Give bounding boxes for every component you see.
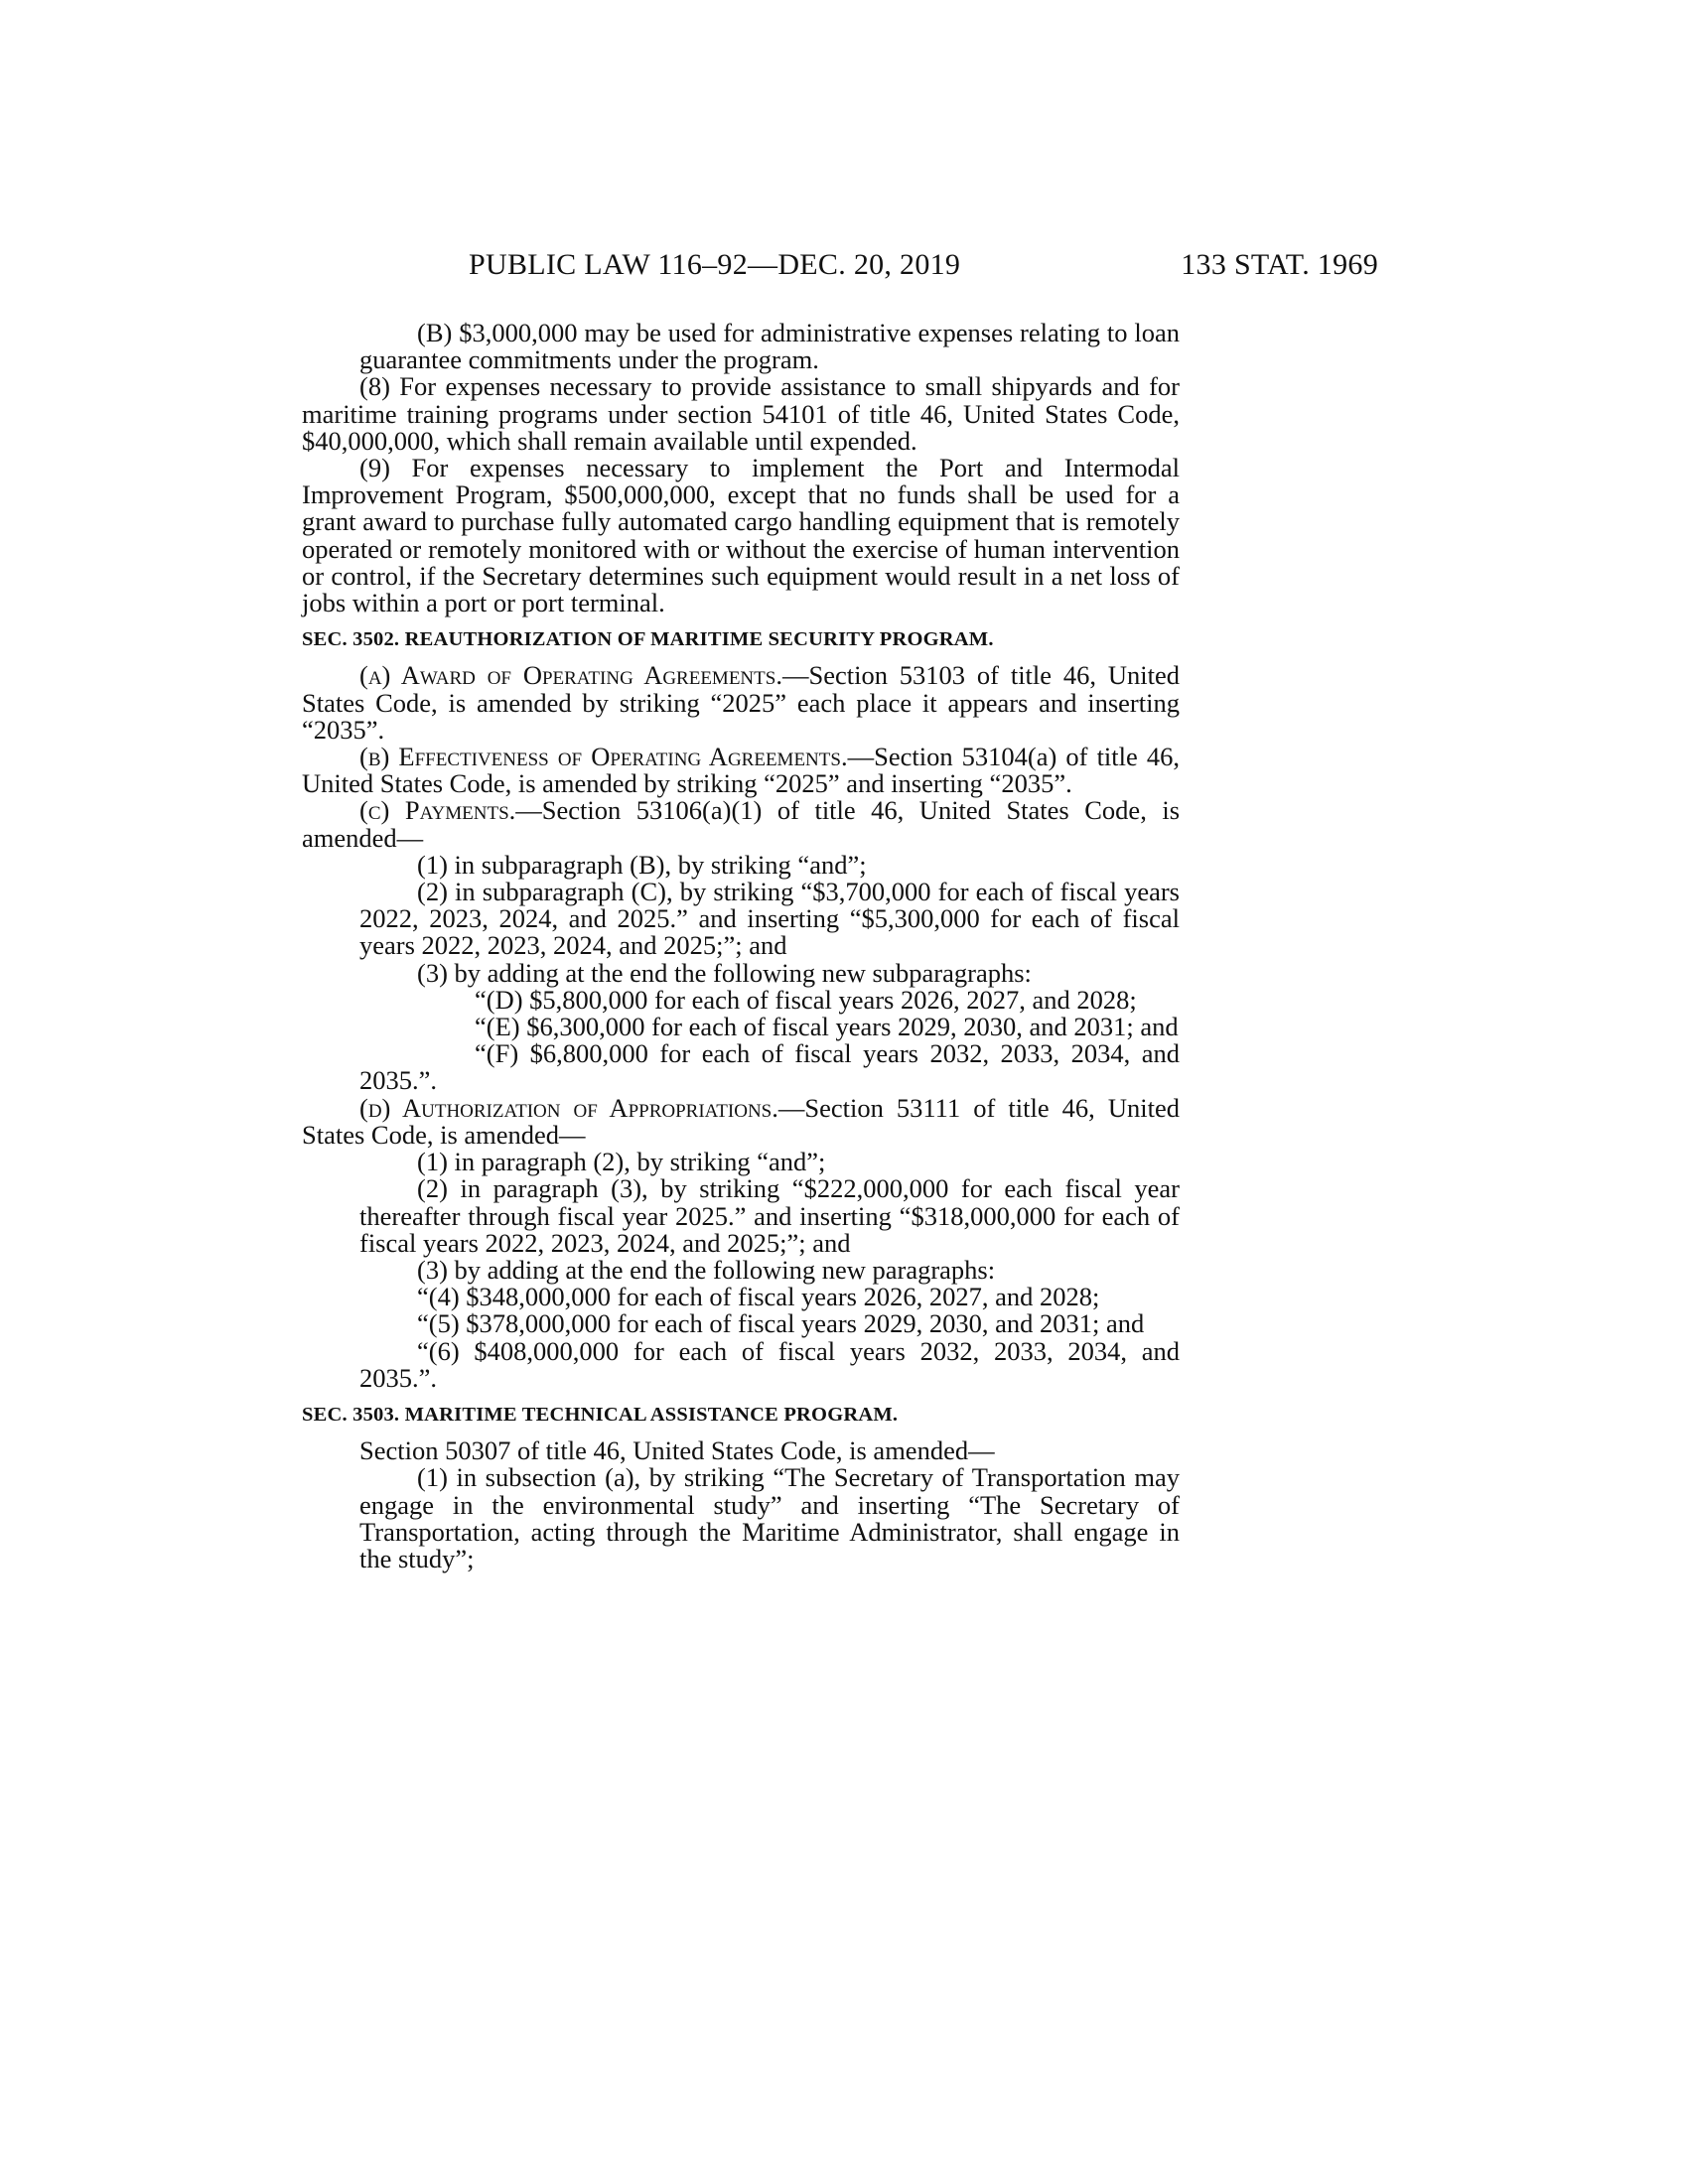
- subsection-c-label: (c) Payments.: [359, 795, 516, 826]
- running-header-title: PUBLIC LAW 116–92—DEC. 20, 2019: [469, 248, 961, 281]
- subparagraph-d: “(D) $5,800,000 for each of fiscal years 2026, 2027, and 2028;: [475, 984, 1137, 1015]
- subsection-d-item-3: (3) by adding at the end the following new paragraphs:: [417, 1254, 996, 1285]
- subsection-a-label: (a) Award of Operating Agreements.: [359, 660, 782, 691]
- document-body: [302, 320, 1180, 1572]
- paragraph-7b: (B) $3,000,000 may be used for administrative expenses relating to loan guarantee commitments under the program.: [359, 318, 1180, 375]
- section-3502-heading: [302, 616, 1180, 662]
- section-3502-c: [302, 797, 1180, 851]
- subsection-b-text: —Section 53104(a) of title 46, United States Code, is amended by striking “2025” and inserting “2035”.: [302, 742, 1180, 799]
- paragraph-4-insert: “(4) $348,000,000 for each of fiscal years 2026, 2027, and 2028;: [417, 1282, 1100, 1312]
- subparagraph-f: “(F) $6,800,000 for each of fiscal years 2032, 2033, 2034, and 2035.”.: [359, 1038, 1180, 1096]
- section-3502-d: [302, 1092, 1180, 1150]
- subsection-c-item-1: (1) in subparagraph (B), by striking “and”;: [417, 849, 867, 880]
- subsection-b-label: (b) Effectiveness of Operating Agreements.: [359, 742, 848, 772]
- subsection-c-text: —Section 53106(a)(1) of title 46, United States Code, is amended—: [302, 795, 1181, 853]
- subsection-d-text: —Section 53111 of title 46, United States Code, is amended—: [302, 1092, 1180, 1150]
- paragraph-5-insert: “(5) $378,000,000 for each of fiscal years 2029, 2030, and 2031; and: [417, 1308, 1145, 1339]
- subsection-d-item-1: (1) in paragraph (2), by striking “and”;: [417, 1147, 826, 1177]
- subsection-a-text: —Section 53103 of title 46, United States Code, is amended by striking “2025” each place it appears and inserting “2035”.: [302, 660, 1180, 745]
- section-3503-heading: [302, 1392, 1180, 1437]
- page-reference: 133 STAT. 1969: [1181, 248, 1378, 281]
- section-3502-heading-text: SEC. 3502. REAUTHORIZATION OF MARITIME SECURITY PROGRAM.: [302, 628, 994, 651]
- subsection-d-label: (d) Authorization of Appropriations.: [359, 1092, 778, 1123]
- section-3502-a: [302, 662, 1180, 744]
- paragraph-6-insert: “(6) $408,000,000 for each of fiscal years 2032, 2033, 2034, and 2035.”.: [359, 1335, 1180, 1393]
- subparagraph-e: “(E) $6,300,000 for each of fiscal years 2029, 2030, and 2031; and: [475, 1012, 1179, 1042]
- paragraph-9: (9) For expenses necessary to implement the Port and Intermodal Improvement Program, $500,000,000, except that no funds shall be used for a grant award to purchase fully automated cargo handling equipment that is remotely operated or remotely monitored with or without the exercise of human intervention or control, if the Secretary determines such equipment would result in a net loss of jobs within a port or port terminal.: [302, 453, 1180, 618]
- subsection-c-item-2: (2) in subparagraph (C), by striking “$3,700,000 for each of fiscal years 2022, 2023, 2024, and 2025.” and inserting “$5,300,000 for each of fiscal years 2022, 2023, 2024, and 2025;”; and: [359, 877, 1180, 961]
- paragraph-8: (8) For expenses necessary to provide assistance to small shipyards and for maritime training programs under section 54101 of title 46, United States Code, $40,000,000, which shall remain available until expended.: [302, 371, 1180, 456]
- section-3502-b: [302, 744, 1180, 797]
- section-3503-heading-text: SEC. 3503. MARITIME TECHNICAL ASSISTANCE PROGRAM.: [302, 1403, 899, 1426]
- subsection-d-item-2: (2) in paragraph (3), by striking “$222,000,000 for each fiscal year thereafter through fiscal year 2025.” and inserting “$318,000,000 for each of fiscal years 2022, 2023, 2024, and 2025;”; and: [359, 1173, 1180, 1258]
- subsection-c-item-3: (3) by adding at the end the following new subparagraphs:: [417, 957, 1032, 988]
- section-3503-intro: Section 50307 of title 46, United States Code, is amended—: [359, 1435, 995, 1466]
- section-3503-item-1: (1) in subsection (a), by striking “The Secretary of Transportation may engage in the environmental study” and inserting “The Secretary of Transportation, acting through the Maritime Administrator, shall engage in the study”;: [359, 1462, 1180, 1573]
